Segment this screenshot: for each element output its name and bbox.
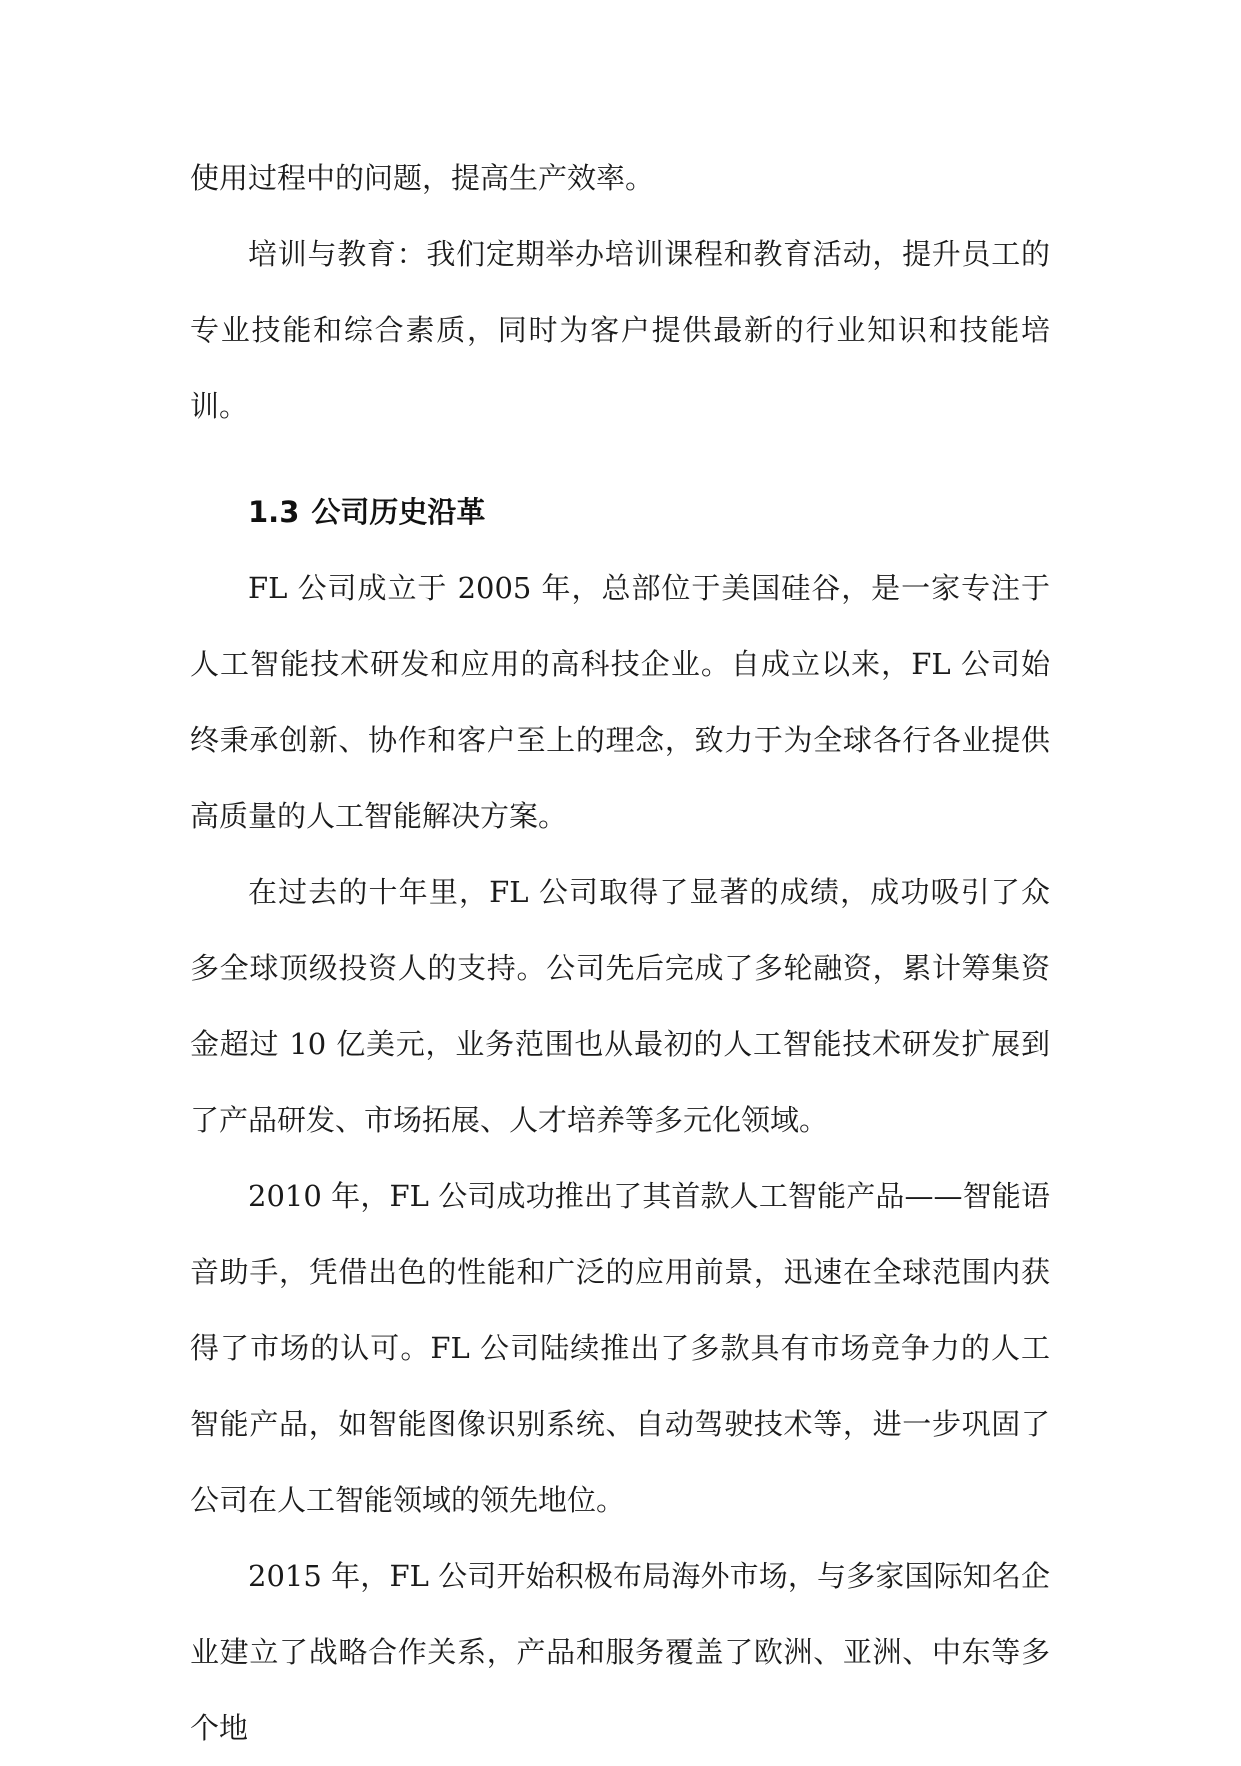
training-paragraph: 培训与教育：我们定期举办培训课程和教育活动，提升员工的专业技能和综合素质，同时为客户提供最新的行业知识和技能培训。	[190, 237, 1050, 423]
history-paragraph-2015: 2015 年，FL 公司开始积极布局海外市场，与多家国际知名企业建立了战略合作关系，产品和服务覆盖了欧洲、亚洲、中东等多个地	[190, 1559, 1050, 1745]
continued-paragraph: 使用过程中的问题，提高生产效率。	[190, 161, 655, 195]
history-paragraph-founding: FL 公司成立于 2005 年，总部位于美国硅谷，是一家专注于人工智能技术研发和应用的高科技企业。自成立以来，FL 公司始终秉承创新、协作和客户至上的理念，致力于为全球各行各业提供高质量的人工智能解决方案。	[190, 571, 1050, 833]
section-heading	[190, 444, 1050, 550]
section-number: 1.3	[248, 495, 300, 529]
history-paragraph-growth: 在过去的十年里，FL 公司取得了显著的成绩，成功吸引了众多全球顶级投资人的支持。公司先后完成了多轮融资，累计筹集资金超过 10 亿美元，业务范围也从最初的人工智能技术研发扩展到了产品研发、市场拓展、人才培养等多元化领域。	[190, 875, 1050, 1137]
section-title: 公司历史沿革	[311, 495, 486, 529]
document-body	[190, 140, 1050, 1766]
history-paragraph-2010: 2010 年，FL 公司成功推出了其首款人工智能产品——智能语音助手，凭借出色的性能和广泛的应用前景，迅速在全球范围内获得了市场的认可。FL 公司陆续推出了多款具有市场竞争力的人工智能产品，如智能图像识别系统、自动驾驶技术等，进一步巩固了公司在人工智能领域的领先地位。	[190, 1179, 1050, 1517]
